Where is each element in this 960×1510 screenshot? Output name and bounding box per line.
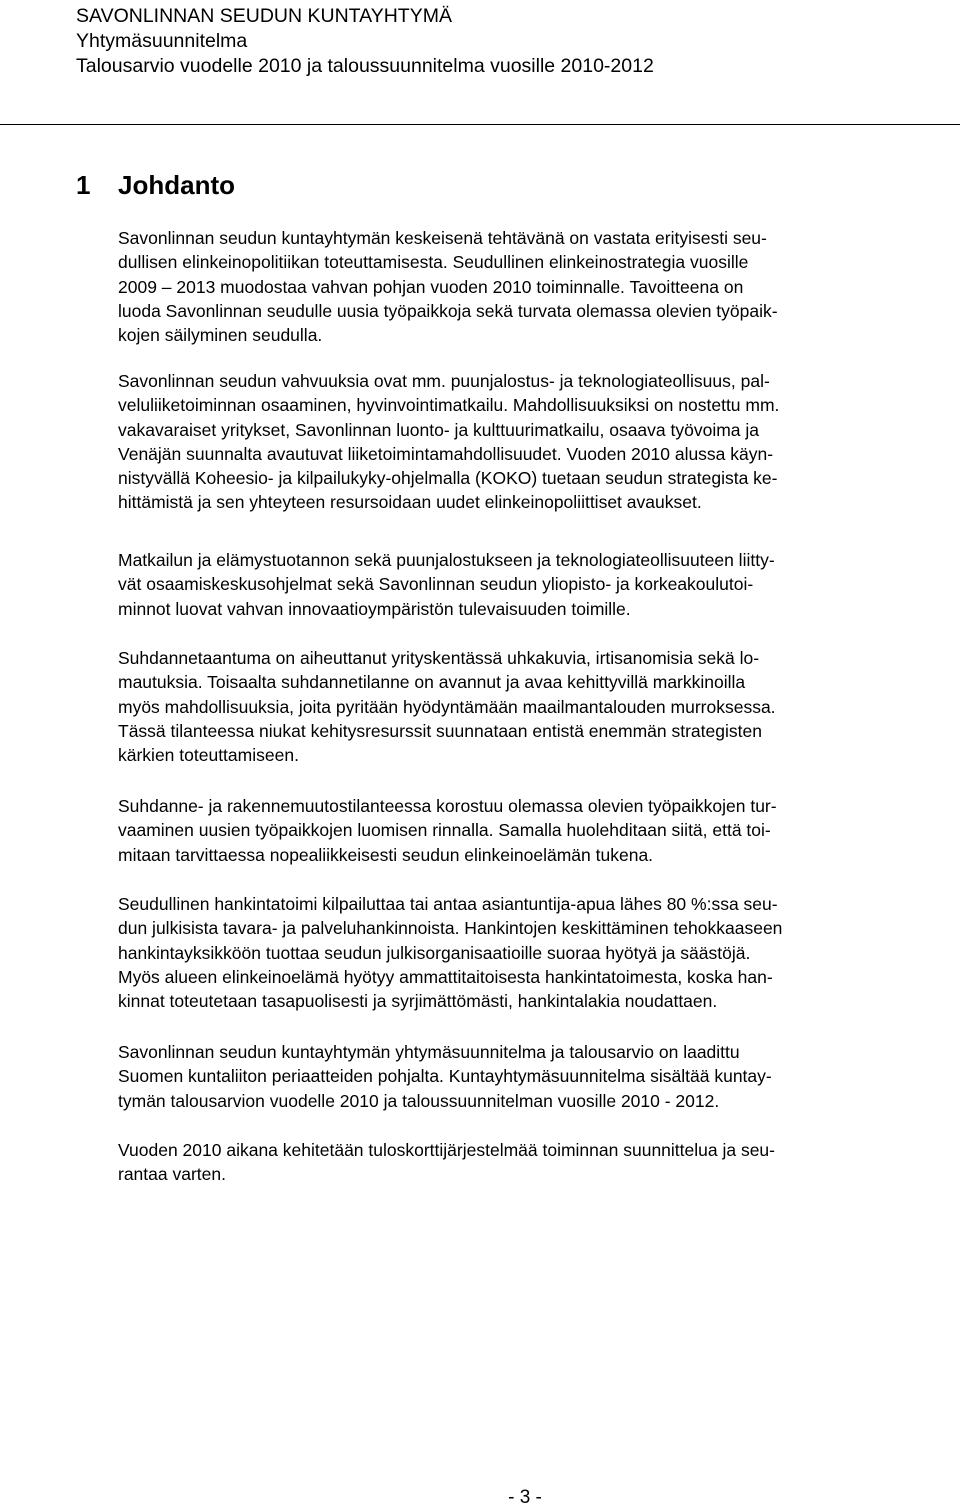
paragraph-line: veluliiketoiminnan osaaminen, hyvinvointimatkailu. Mahdollisuuksiksi on nostettu mm. [118, 395, 780, 416]
paragraph-line: dun julkisista tavara- ja palveluhankinnoista. Hankintojen keskittäminen tehokkaaseen [118, 918, 783, 939]
paragraph-line: kojen säilyminen seudulla. [118, 325, 323, 346]
paragraph-line: 2009 – 2013 muodostaa vahvan pohjan vuoden 2010 toiminnalle. Tavoitteena on [118, 276, 744, 297]
paragraph-line: nistyvällä Koheesio- ja kilpailukyky-ohjelmalla (KOKO) tuetaan seudun strategista ke- [118, 468, 778, 489]
header-document-title: Talousarvio vuodelle 2010 ja taloussuunnitelma vuosille 2010-2012 [76, 55, 654, 77]
paragraph-line: Savonlinnan seudun kuntayhtymän yhtymäsuunnitelma ja talousarvio on laadittu [118, 1042, 740, 1062]
paragraph-line: Tässä tilanteessa niukat kehitysresurssit suunnataan entistä enemmän strategisten [118, 720, 762, 741]
paragraph-line: kinnat toteutetaan tasapuolisesti ja syrjimättömästi, hankintalakia noudattaen. [118, 991, 718, 1012]
paragraph-line: Venäjän suunnalta avautuvat liiketoimintamahdollisuudet. Vuoden 2010 alussa käyn- [118, 443, 774, 464]
header-organization: SAVONLINNAN SEUDUN KUNTAYHTYMÄ [76, 5, 452, 27]
chapter-title: Johdanto [118, 170, 235, 200]
chapter-number: 1 [76, 170, 91, 200]
page-number: - 3 - [508, 1487, 542, 1508]
paragraph-line: vät osaamiskeskusohjelmat sekä Savonlinnan seudun yliopisto- ja korkeakoulutoi- [118, 574, 754, 595]
paragraph-procurement [118, 892, 940, 1013]
paragraph-line: Seudullinen hankintatoimi kilpailuttaa tai antaa asiantuntija-apua lähes 80 %:ssa seu- [118, 894, 778, 914]
paragraph-line: minnot luovat vahvan innovaatioympäristön tulevaisuuden toimille. [118, 598, 631, 619]
paragraph-line: Savonlinnan seudun kuntayhtymän keskeisenä tehtävänä on vastata erityisesti seu- [118, 228, 767, 248]
paragraph-line: myös mahdollisuuksia, joita pyritään hyödyntämään maailmantalouden murroksessa. [118, 696, 776, 717]
paragraph-intro [118, 226, 940, 347]
paragraph-line: Myös alueen elinkeinoelämä hyötyy ammattitaitoisesta hankintatoimesta, koska han- [118, 966, 773, 987]
paragraph-line: mitaan tarvittaessa nopealiikkeisesti seudun elinkeinoelämän tukena. [118, 844, 654, 865]
paragraph-line: hankintayksikköön tuottaa seudun julkisorganisaatioille suoraa hyötyä ja säästöjä. [118, 942, 751, 963]
paragraph-structural-change [118, 794, 940, 867]
paragraph-line: Suhdanne- ja rakennemuutostilanteessa korostuu olemassa olevien työpaikkojen tur- [118, 796, 777, 816]
paragraph-recession [118, 646, 940, 767]
paragraph-line: Matkailun ja elämystuotannon sekä puunjalostukseen ja teknologiateollisuuteen liitty- [118, 550, 775, 570]
header-divider [0, 124, 960, 125]
paragraph-budget-basis [118, 1040, 940, 1113]
paragraph-line: hittämistä ja sen yhteyteen resursoidaan uudet elinkeinopoliittiset avaukset. [118, 492, 702, 513]
paragraph-strengths [118, 369, 940, 515]
chapter-heading [76, 168, 235, 202]
paragraph-line: luoda Savonlinnan seudulle uusia työpaikkoja sekä turvata olemassa olevien työpaik- [118, 300, 778, 321]
paragraph-line: tymän talousarvion vuodelle 2010 ja taloussuunnitelman vuosille 2010 - 2012. [118, 1090, 720, 1111]
paragraph-line: kärkien toteuttamiseen. [118, 745, 299, 766]
paragraph-tourism [118, 548, 940, 621]
paragraph-line: vakavaraiset yritykset, Savonlinnan luonto- ja kulttuurimatkailu, osaava työvoima ja [118, 419, 760, 440]
paragraph-line: dullisen elinkeinopolitiikan toteuttamisesta. Seudullinen elinkeinostrategia vuosille [118, 252, 749, 273]
paragraph-line: mautuksia. Toisaalta suhdannetilanne on avannut ja avaa kehittyvillä markkinoilla [118, 672, 746, 693]
paragraph-line: Suomen kuntaliiton periaatteiden pohjalta. Kuntayhtymäsuunnitelma sisältää kuntay- [118, 1066, 772, 1087]
paragraph-line: vaaminen uusien työpaikkojen luomisen rinnalla. Samalla huolehditaan siitä, että toi- [118, 820, 771, 841]
paragraph-line: Savonlinnan seudun vahvuuksia ovat mm. puunjalostus- ja teknologiateollisuus, pal- [118, 371, 770, 391]
page-header [76, 4, 936, 79]
header-document-type: Yhtymäsuunnitelma [76, 30, 248, 52]
paragraph-scorecard [118, 1138, 940, 1187]
paragraph-line: rantaa varten. [118, 1164, 226, 1185]
paragraph-line: Suhdannetaantuma on aiheuttanut yrityskentässä uhkakuvia, irtisanomisia sekä lo- [118, 648, 760, 668]
paragraph-line: Vuoden 2010 aikana kehitetään tuloskorttijärjestelmää toiminnan suunnittelua ja seu- [118, 1140, 775, 1160]
